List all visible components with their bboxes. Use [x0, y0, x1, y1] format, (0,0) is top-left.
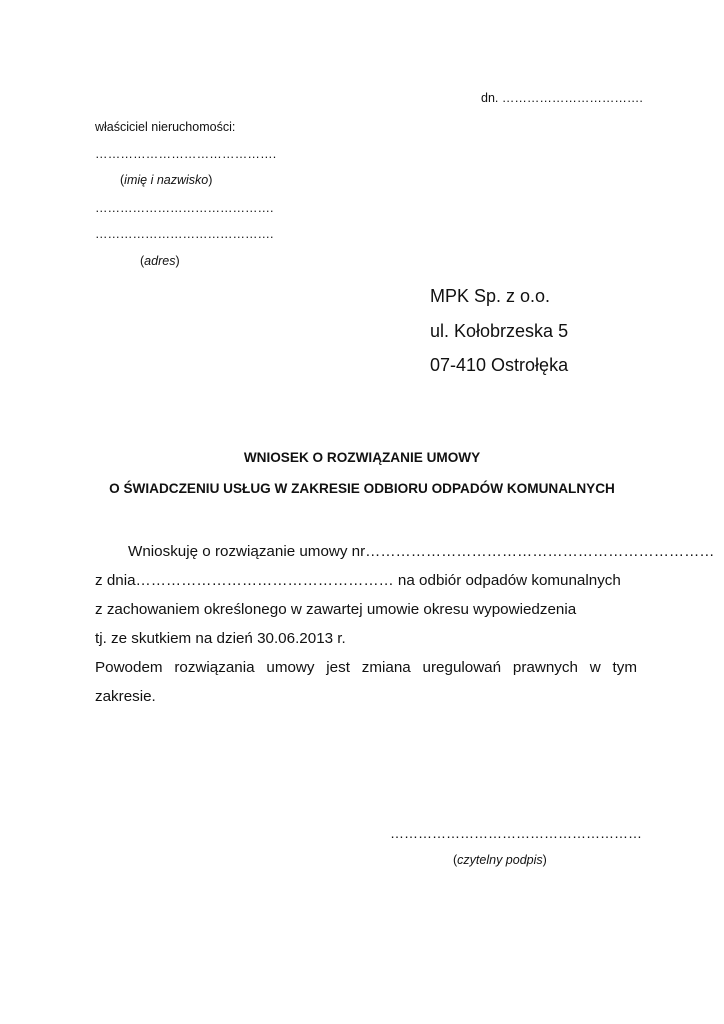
signature-dots: ……………………………………………… — [390, 825, 642, 841]
name-dots: ……………………………………. — [95, 147, 277, 161]
name-caption: (imię i nazwisko) — [120, 173, 213, 187]
recipient-street: ul. Kołobrzeska 5 — [430, 320, 569, 341]
address-dots-1: ……………………………………. — [95, 201, 274, 215]
body-line-3: z zachowaniem określonego w zawartej umowie okresu wypowiedzenia — [95, 601, 577, 618]
document-subtitle: O ŚWIADCZENIU USŁUG W ZAKRESIE ODBIORU ODPADÓW KOMUNALNYCH — [109, 481, 615, 496]
signature-caption: (czytelny podpis) — [453, 853, 547, 867]
document-title: WNIOSEK O ROZWIĄZANIE UMOWY — [243, 450, 481, 465]
body-paragraph-2: Powodem rozwiązania umowy jest zmiana uregulowań prawnych w tym zakresie. — [95, 659, 637, 705]
address-dots-2: ……………………………………. — [95, 227, 274, 241]
body-line-4: tj. ze skutkiem na dzień 30.06.2013 r. — [95, 630, 346, 647]
recipient-city: 07-410 Ostrołęka — [430, 355, 569, 375]
recipient-address — [430, 279, 568, 383]
address-caption: (adres) — [140, 254, 180, 268]
date-line: dn. ……………………………. — [481, 91, 643, 105]
body-line-2: z dnia…………………………………………… na odbiór odpadów komunalnych — [95, 572, 621, 589]
body-line-1: Wnioskuję o rozwiązanie umowy nr…………………………………………………………… — [128, 543, 715, 560]
owner-label: właściciel nieruchomości: — [95, 120, 236, 134]
recipient-company: MPK Sp. z o.o. — [430, 286, 551, 306]
document-body — [95, 537, 715, 711]
